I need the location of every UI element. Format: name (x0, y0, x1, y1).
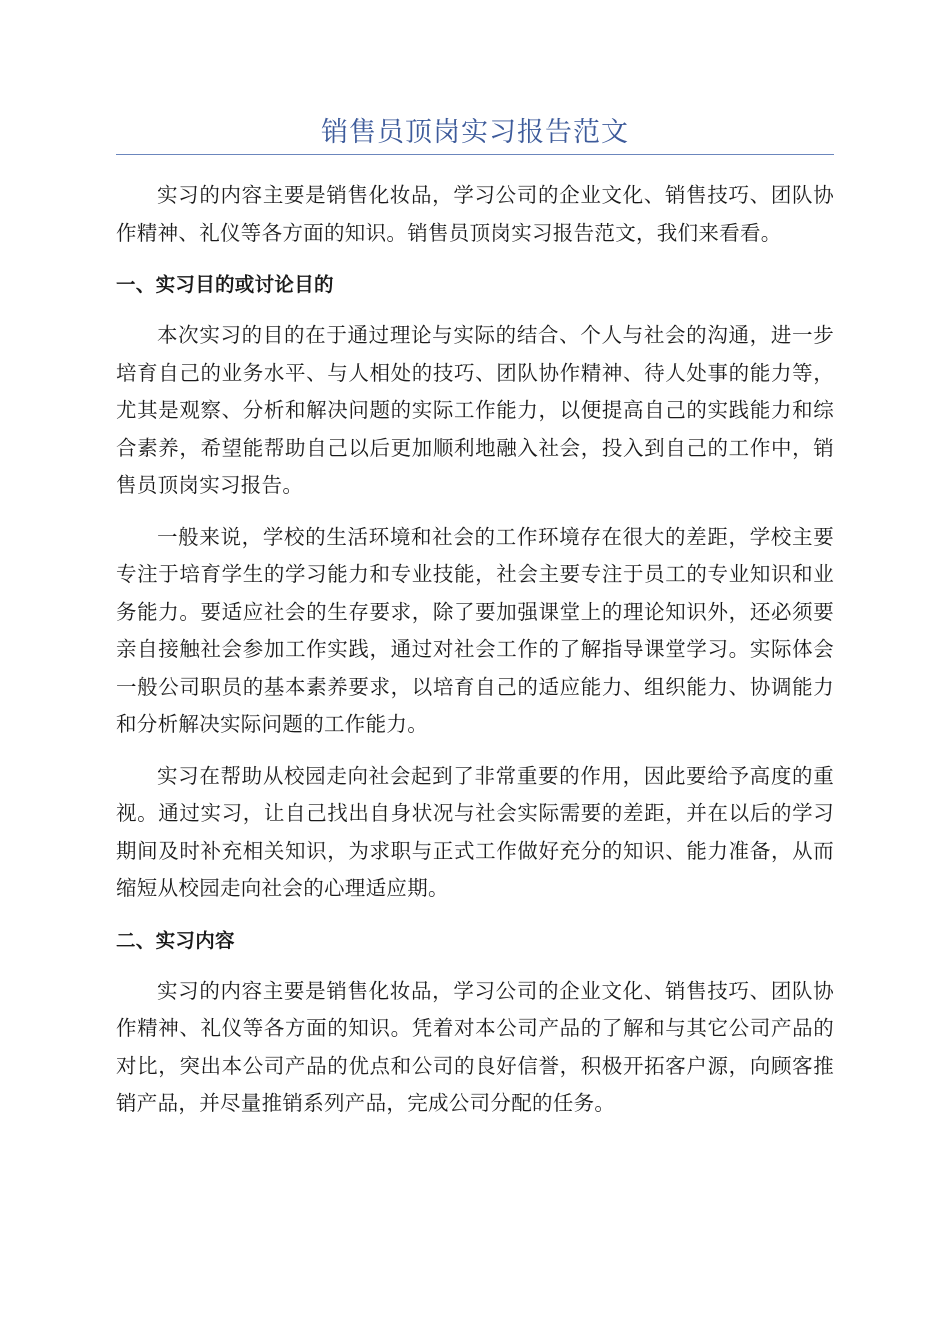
section-heading: 二、实习内容 (116, 928, 235, 952)
section-1 (116, 266, 834, 908)
section-paragraph: 实习的内容主要是销售化妆品，学习公司的企业文化、销售技巧、团队协作精神、礼仪等各方面的知识。凭着对本公司产品的了解和与其它公司产品的对比，突出本公司产品的优点和公司的良好信誉，积极开拓客户源，向顾客推销产品，并尽量推销系列产品，完成公司分配的任务。 (116, 978, 834, 1115)
document-title: 销售员顶岗实习报告范文 (321, 117, 629, 148)
section-paragraph: 实习在帮助从校园走向社会起到了非常重要的作用，因此要给予高度的重视。通过实习，让自己找出自身状况与社会实际需要的差距，并在以后的学习期间及时补充相关知识，为求职与正式工作做好充分的知识、能力准备，从而缩短从校园走向社会的心理适应期。 (116, 763, 834, 900)
document-page (116, 112, 834, 1137)
section-2 (116, 922, 834, 1123)
section-paragraph: 一般来说，学校的生活环境和社会的工作环境存在很大的差距，学校主要专注于培育学生的学习能力和专业技能，社会主要专注于员工的专业知识和业务能力。要适应社会的生存要求，除了要加强课堂上的理论知识外，还必须要亲自接触社会参加工作实践，通过对社会工作的了解指导课堂学习。实际体会一般公司职员的基本素养要求，以培育自己的适应能力、组织能力、协调能力和分析解决实际问题的工作能力。 (116, 524, 834, 736)
section-heading: 一、实习目的或讨论目的 (116, 273, 334, 296)
intro-paragraph: 实习的内容主要是销售化妆品，学习公司的企业文化、销售技巧、团队协作精神、礼仪等各方面的知识。销售员顶岗实习报告范文，我们来看看。 (116, 183, 834, 245)
title-underline (116, 154, 834, 155)
section-paragraph: 本次实习的目的在于通过理论与实际的结合、个人与社会的沟通，进一步培育自己的业务水平、与人相处的技巧、团队协作精神、待人处事的能力等，尤其是观察、分析和解决问题的实际工作能力，以便提高自己的实践能力和综合素养，希望能帮助自己以后更加顺利地融入社会，投入到自己的工作中，销售员顶岗实习报告。 (116, 323, 834, 497)
